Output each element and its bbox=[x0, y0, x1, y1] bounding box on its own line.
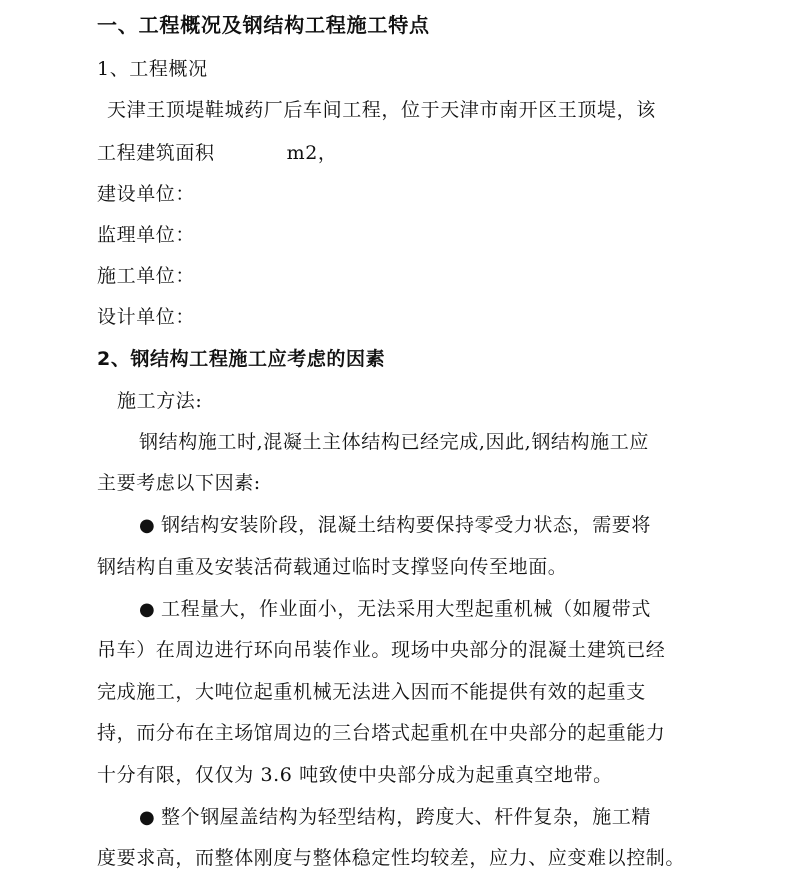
bullet-item-2-line5: 十分有限，仅仅为 3.6 吨致使中央部分成为起重真空地带。 bbox=[97, 764, 613, 786]
bullet-item-1-line1 bbox=[139, 512, 651, 539]
bullet-item-2-line3: 完成施工，大吨位起重机械无法进入因而不能提供有效的起重支 bbox=[97, 681, 646, 703]
area-label: 工程建筑面积 bbox=[97, 142, 215, 164]
section2-title: 2、钢结构工程施工应考虑的因素 bbox=[97, 348, 386, 370]
field-design-unit: 设计单位： bbox=[97, 306, 196, 328]
intro-line2: 主要考虑以下因素: bbox=[97, 472, 261, 494]
bullet-item-3-line1 bbox=[139, 804, 651, 831]
bullet-item-2-line1 bbox=[139, 596, 651, 623]
bullet-text: 钢结构安装阶段，混凝土结构要保持零受力状态，需要将 bbox=[161, 514, 652, 536]
field-builder-unit: 施工单位： bbox=[97, 265, 196, 287]
construction-method-label: 施工方法: bbox=[117, 390, 203, 412]
bullet-text: 整个钢屋盖结构为轻型结构，跨度大、杆件复杂，施工精 bbox=[161, 806, 652, 828]
bullet-text: 工程量大，作业面小，无法采用大型起重机械（如履带式 bbox=[161, 598, 652, 620]
main-heading: 一、工程概况及钢结构工程施工特点 bbox=[97, 13, 430, 37]
bullet-dot: ● bbox=[139, 807, 156, 828]
project-description-line1: 天津王顶堤鞋城药厂后车间工程，位于天津市南开区王顶堤，该 bbox=[107, 99, 656, 121]
bullet-item-2-line4: 持，而分布在主场馆周边的三台塔式起重机在中央部分的起重能力 bbox=[97, 722, 666, 744]
intro-line1: 钢结构施工时,混凝土主体结构已经完成,因此,钢结构施工应 bbox=[139, 431, 649, 453]
area-unit: m2， bbox=[286, 142, 338, 164]
bullet-item-2-line2: 吊车）在周边进行环向吊装作业。现场中央部分的混凝土建筑已经 bbox=[97, 639, 666, 661]
project-description-line2 bbox=[97, 140, 338, 166]
bullet-dot: ● bbox=[139, 599, 156, 620]
bullet-dot: ● bbox=[139, 515, 156, 536]
field-construction-unit: 建设单位： bbox=[97, 183, 196, 205]
section1-title: 1、工程概况 bbox=[97, 58, 208, 80]
field-supervision-unit: 监理单位： bbox=[97, 224, 196, 246]
bullet-item-3-line2: 度要求高，而整体刚度与整体稳定性均较差，应力、应变难以控制。 bbox=[97, 847, 686, 869]
bullet-item-1-line2: 钢结构自重及安装活荷载通过临时支撑竖向传至地面。 bbox=[97, 556, 568, 578]
